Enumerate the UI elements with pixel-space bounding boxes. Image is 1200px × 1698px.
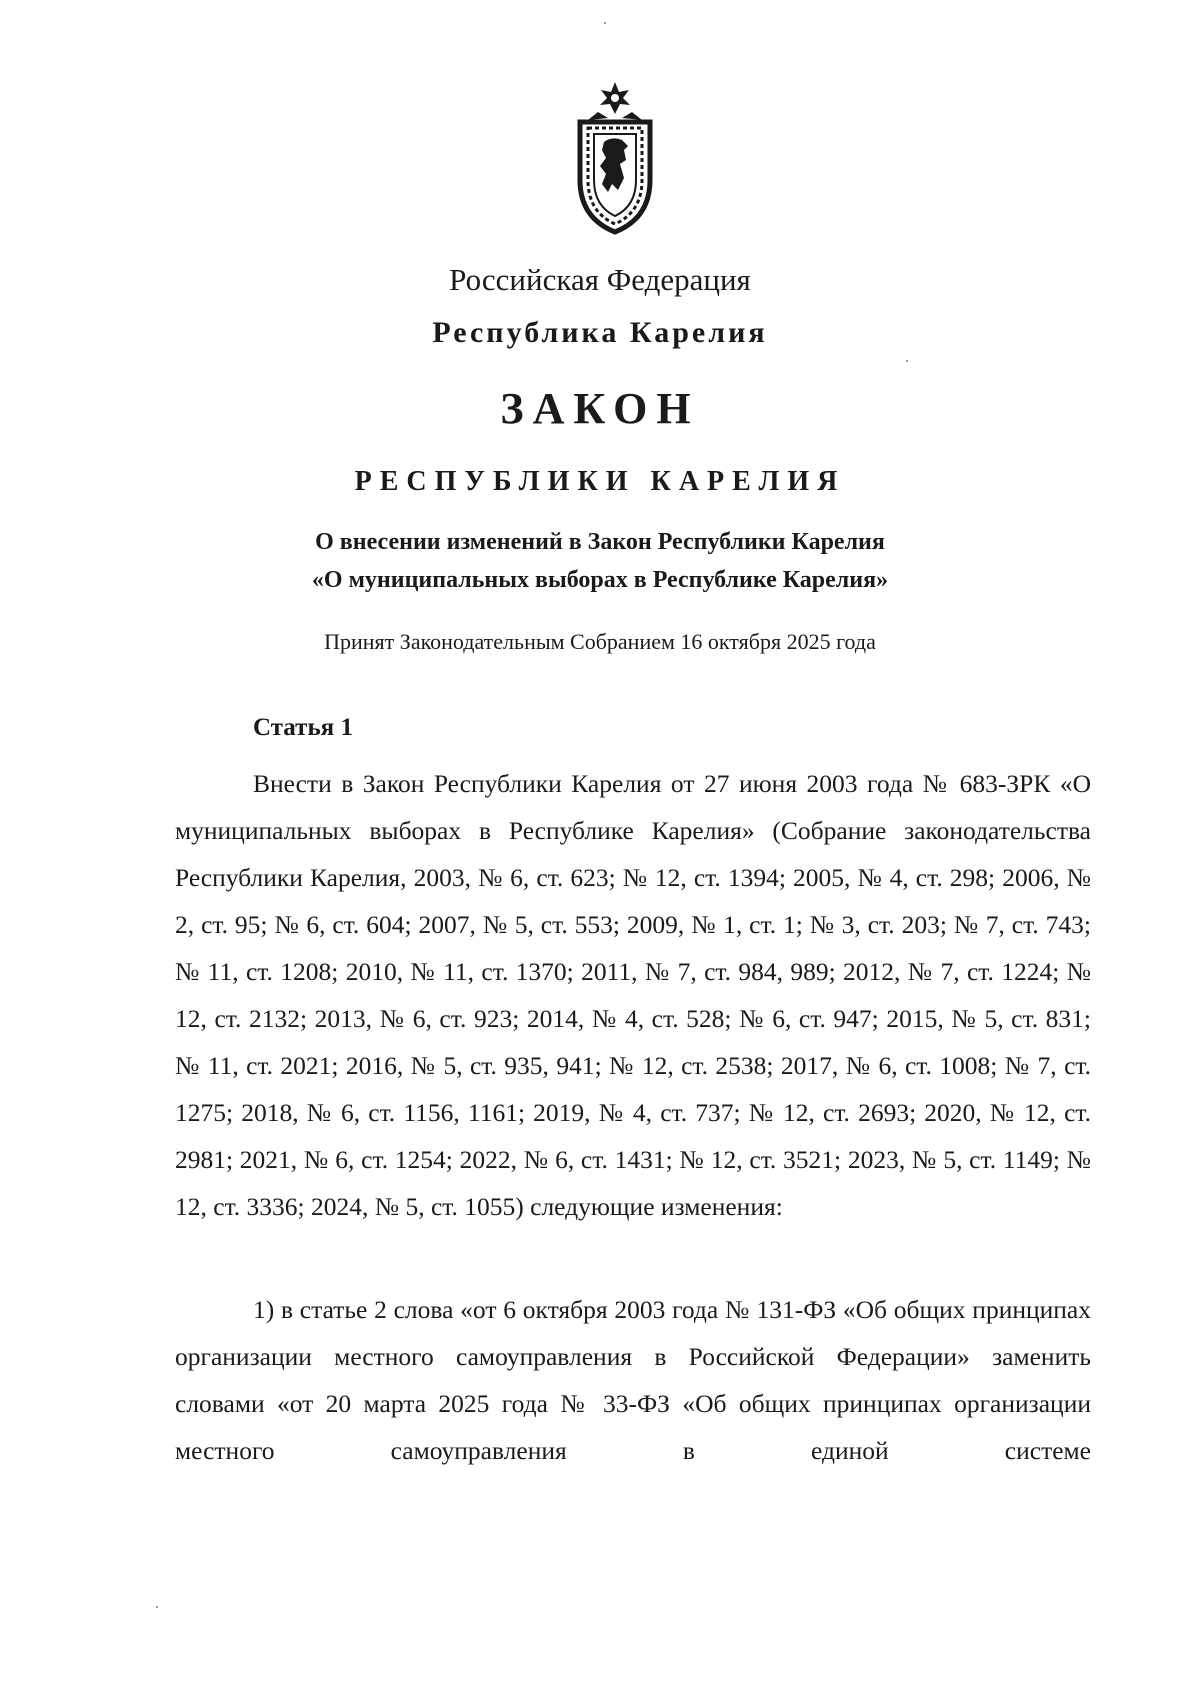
karelia-coat-of-arms-icon bbox=[560, 80, 670, 235]
document-title-line2: «О муниципальных выборах в Республике Карелия» bbox=[311, 567, 889, 593]
document-issuer: РЕСПУБЛИКИ КАРЕЛИЯ bbox=[354, 466, 846, 497]
article-heading: Статья 1 bbox=[253, 714, 353, 741]
adoption-note: Принят Законодательным Собранием 16 октября 2025 года bbox=[324, 629, 876, 654]
document-title-line1: О внесении изменений в Закон Республики Карелия bbox=[315, 529, 885, 555]
document-type: ЗАКОН bbox=[500, 384, 700, 433]
scan-speck bbox=[906, 360, 908, 362]
country-name: Российская Федерация bbox=[449, 262, 751, 297]
republic-name: Республика Карелия bbox=[432, 316, 768, 349]
scan-speck bbox=[604, 22, 606, 24]
article-paragraph-1: Внести в Закон Республики Карелия от 27 июня 2003 года № 683-ЗРК «О муниципальных выборах в Республике Карелия» (Собрание законодательства Республики Карелия, 2003, № 6, ст. 623; № 12, ст. 1394; 2005, № 4, ст. 298; 2006, № 2, ст. 95; № 6, ст. 604; 2007, № 5, ст. 553; 2009, № 1, ст. 1; № 3, ст. 203; № 7, ст. 743; № 11, ст. 1208; 2010, № 11, ст. 1370; 2011, № 7, ст. 984, 989; 2012, № 7, ст. 1224; № 12, ст. 2132; 2013, № 6, ст. 923; 2014, № 4, ст. 528; № 6, ст. 947; 2015, № 5, ст. 831; № 11, ст. 2021; 2016, № 5, ст. 935, 941; № 12, ст. 2538; 2017, № 6, ст. 1008; № 7, ст. 1275; 2018, № 6, ст. 1156, 1161; 2019, № 4, ст. 737; № 12, ст. 2693; 2020, № 12, ст. 2981; 2021, № 6, ст. 1254; 2022, № 6, ст. 1431; № 12, ст. 3521; 2023, № 5, ст. 1149; № 12, ст. 3336; 2024, № 5, ст. 1055) следующие изменения: bbox=[175, 769, 1091, 1221]
article-paragraph-2: 1) в статье 2 слова «от 6 октября 2003 года № 131-ФЗ «Об общих принципах организации местного самоуправления в Российской Федерации» заменить словами «от 20 марта 2025 года № 33-ФЗ «Об общих принципах организации местного самоуправления в единой системе bbox=[175, 1295, 1091, 1465]
scan-speck bbox=[156, 1606, 158, 1608]
